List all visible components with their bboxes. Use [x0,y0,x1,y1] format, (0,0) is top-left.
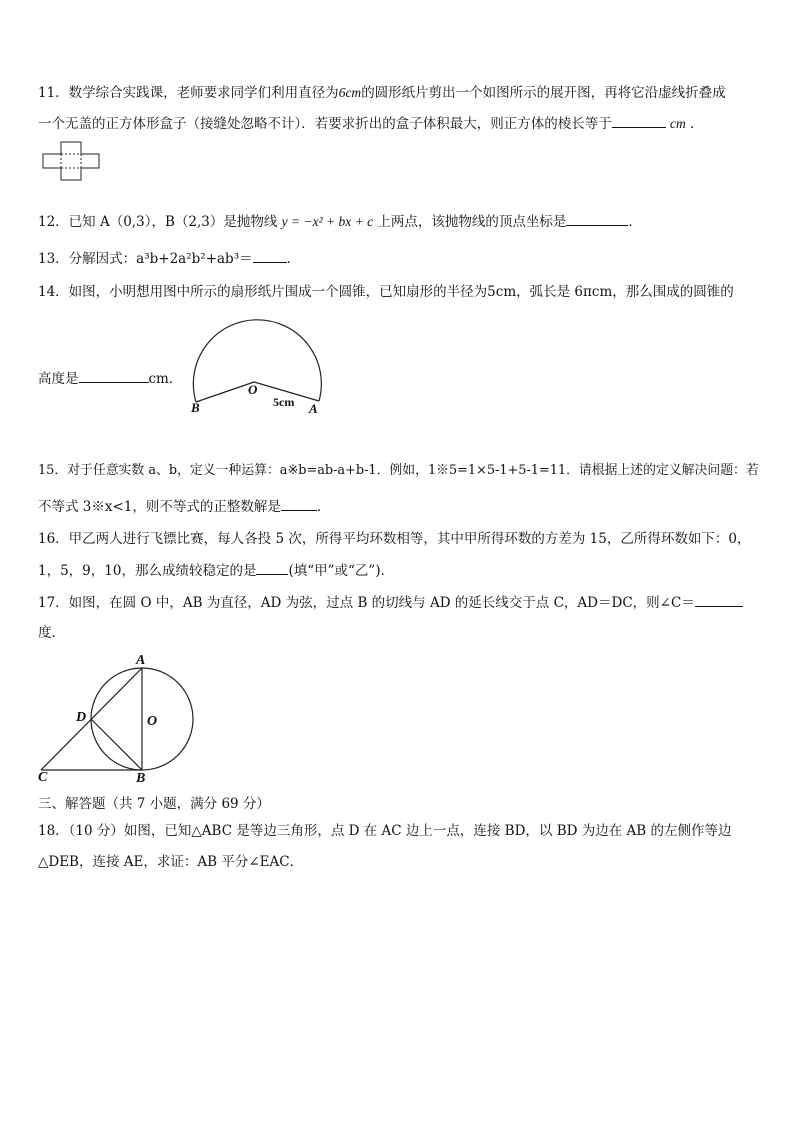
q11-text-end: 的圆形纸片剪出一个如图所示的展开图，再将它沿虚线折叠成 [361,85,726,101]
q14-line2 [38,370,182,388]
q13-answer-blank[interactable] [253,250,287,263]
q18-line1 [38,822,732,840]
q14-unit: cm． [148,371,183,387]
q14-text2: 高度是 [38,371,79,387]
q17-text: 17．如图，在圆 O 中，AB 为直径，AD 为弦，过点 B 的切线与 AD 的延长线交于点 C，AD＝DC，则∠C＝ [38,595,695,611]
q17-label-b: B [136,771,146,786]
q16-text-end: (填“甲”或“乙”)． [288,563,395,579]
q18-text: 18．（10 分）如图，已知△ABC 是等边三角形，点 D 在 AC 边上一点，连接 BD，以 BD 为边在 AB 的左侧作等边 [38,823,732,839]
circle-tangent-figure [38,660,198,778]
q12-text: 12．已知 A（0,3），B（2,3）是抛物线 [38,214,278,230]
q14-text: 14．如图，小明想用图中所示的扇形纸片围成一个圆锥，已知扇形的半径为5cm，弧长是 6πcm，那么围成的圆锥的 [38,284,734,300]
q15-text2: 不等式 3※x<1，则不等式的正整数解是 [38,499,281,515]
q17-label-c: C [38,770,48,785]
q15-line2 [38,498,330,516]
q14-label-a: A [309,401,318,416]
q17-text2: 度. [38,625,56,641]
sector-radius-ob [196,382,254,402]
section-three-title [38,795,270,813]
q11-line1 [38,84,726,102]
q15-answer-blank[interactable] [281,498,317,511]
q14-line1 [38,283,734,301]
q12-formula: y = −x² + bx + c [281,214,374,229]
q14-label-o: O [248,382,258,397]
q16-line1 [38,530,750,548]
section-title-text: 三、解答题（共 7 小题，满分 69 分） [38,796,270,812]
q16-line2 [38,562,394,580]
q17-line1 [38,594,743,612]
q12-line [38,213,642,231]
q11-answer-blank[interactable] [612,115,666,128]
q16-text: 16．甲乙两人进行飞镖比赛，每人各投 5 次，所得平均环数相等，其中甲所得环数的方差为 15，乙所得环数如下：0， [38,531,751,547]
q14-answer-blank[interactable] [79,370,149,383]
q13-line [38,250,300,268]
q16-answer-blank[interactable] [256,562,288,575]
q11-text2: 一个无盖的正方体形盒子（接缝处忽略不计）．若要求折出的盒子体积最大，则正方体的棱长等于 [38,116,612,132]
q18-text2: △DEB，连接 AE，求证：AB 平分∠EAC． [38,854,304,870]
q11-end: ． [690,116,704,132]
q13-end: ． [286,251,301,267]
q18-line2 [38,853,303,871]
q12-answer-blank[interactable] [566,213,628,226]
q17-label-a: A [136,653,146,668]
q17-line2 [38,624,56,642]
q11-diameter: 6cm [338,85,362,100]
q17-label-o: O [147,714,158,729]
q17-label-d: D [76,710,87,725]
q17-answer-blank[interactable] [695,594,743,607]
chord-db [91,719,142,770]
q11-text: 11．数学综合实践课，老师要求同学们利用直径为 [38,85,339,101]
q16-text2: 1，5，9，10，那么成绩较稳定的是 [38,563,257,579]
q12-end: ． [628,214,642,230]
q11-line2 [38,115,704,133]
cube-net-outline [43,142,99,180]
q11-unit: cm [670,116,686,131]
q14-label-b: B [191,400,200,415]
q13-text: 13．分解因式：a³b+2a²b²+ab³＝ [38,251,253,267]
q12-text-end: 上两点，该抛物线的顶点坐标是 [377,214,567,230]
sector-figure [188,318,328,418]
cube-net-figure [42,141,100,181]
q15-end: ． [316,499,331,515]
q15-text: 15．对于任意实数 a、b，定义一种运算：a※b=ab-a+b-1．例如，1※5=1×5-1+5-1=11．请根据上述的定义解决问题：若 [38,463,759,478]
q15-line1 [38,462,759,480]
q14-label-radius: 5cm [273,395,295,409]
